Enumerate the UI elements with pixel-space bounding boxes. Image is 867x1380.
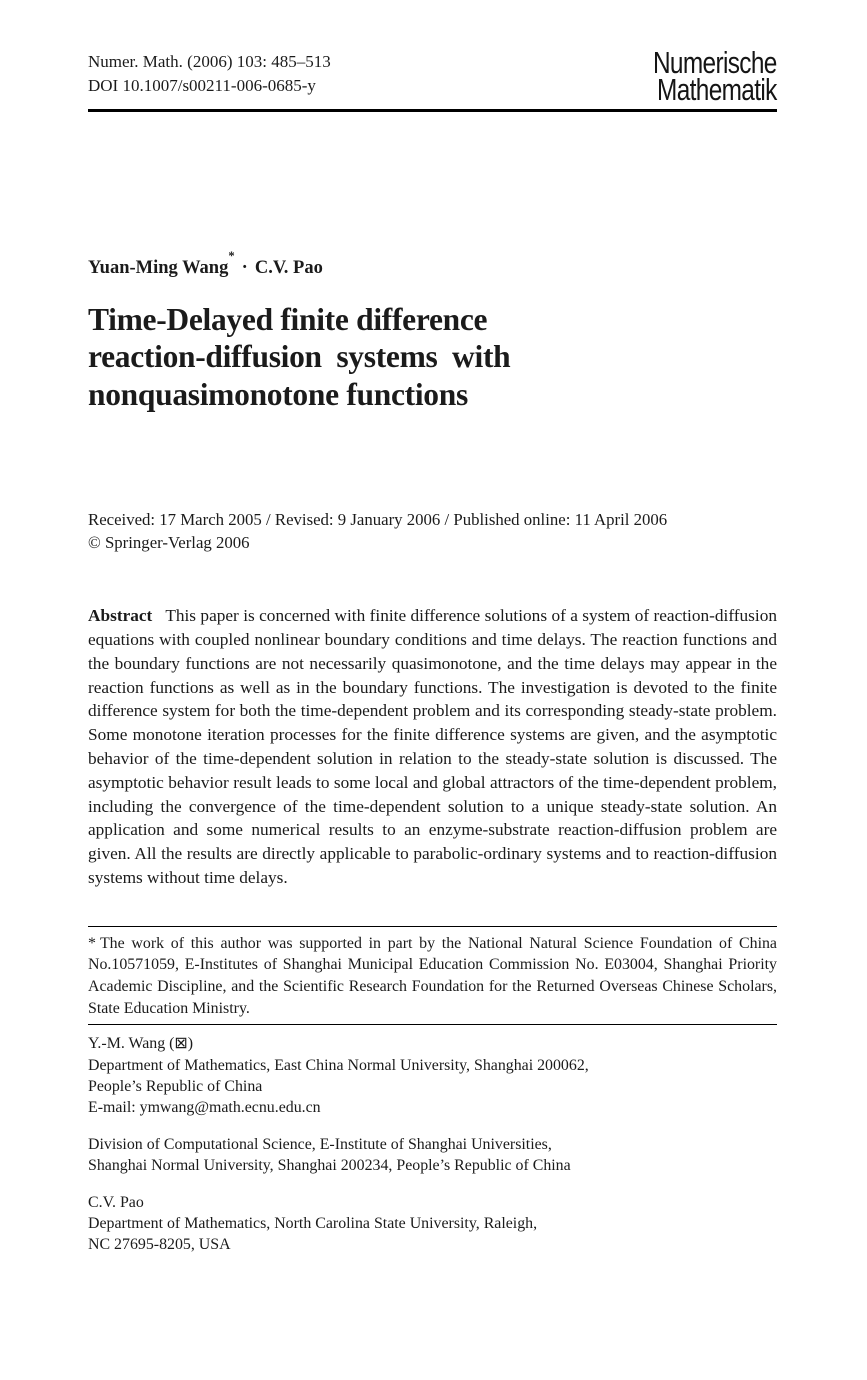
- corresponding-author-line: [88, 1033, 777, 1054]
- copyright-line: © Springer-Verlag 2006: [88, 533, 250, 553]
- envelope-icon: (⊠): [169, 1035, 194, 1053]
- author-footnote-marker: *: [228, 248, 235, 263]
- received-revised-published: Received: 17 March 2005 / Revised: 9 January 2006 / Published online: 11 April 2006: [88, 510, 668, 530]
- address-block-pao: [88, 1192, 777, 1256]
- support-footnote: [88, 933, 777, 1019]
- address-block-wang: [88, 1033, 777, 1119]
- authors-line: [88, 248, 777, 279]
- doi: DOI 10.1007/s00211-006-0685-y: [88, 75, 316, 95]
- footnote-marker: *: [88, 934, 96, 952]
- address-line: Department of Mathematics, North Carolina State University, Raleigh,: [88, 1214, 538, 1232]
- abstract-text: This paper is concerned with finite difference solutions of a system of reaction-diffusion equations with coupled nonlinear boundary conditions and time delays. The reaction functions and the boundary functions are not necessarily quasimonotone, and the time delays may appear in the reaction functions as well as in the boundary functions. The investigation is devoted to the finite difference system for both the time-dependent problem and its corresponding steady-state problem. Some monotone iteration processes for the finite difference systems are given, and the asymptotic behavior of the time-dependent solution in relation to the steady-state solution is discussed. The asymptotic behavior result leads to some local and global attractors of the time-dependent problem, including the convergence of the time-dependent solution to a unique steady-state solution. An application and some numerical results to an enzyme-substrate reaction-diffusion problem are given. All the results are directly applicable to parabolic-ordinary systems and to reaction-diffusion systems without time delays.: [88, 606, 777, 887]
- address-rule: [88, 1024, 777, 1025]
- publication-history: [88, 508, 777, 554]
- author-2: C.V. Pao: [254, 257, 323, 278]
- email-line: E-mail: ymwang@math.ecnu.edu.cn: [88, 1099, 321, 1117]
- journal-logo-line-1: Numerische: [653, 46, 777, 80]
- author-name: C.V. Pao: [88, 1193, 144, 1211]
- article-title: [88, 301, 777, 414]
- header-rule: [88, 109, 777, 112]
- abstract-label: Abstract: [88, 606, 153, 626]
- title-line-1: Time-Delayed finite difference: [88, 301, 488, 337]
- author-1: Yuan-Ming Wang: [88, 257, 229, 278]
- journal-citation: Numer. Math. (2006) 103: 485–513: [88, 52, 331, 71]
- footnote-rule: [88, 926, 777, 927]
- address-block-wang-secondary: [88, 1134, 777, 1177]
- address-line: NC 27695-8205, USA: [88, 1236, 231, 1254]
- journal-logo-line-2: Mathematik: [657, 72, 777, 107]
- footnote-text: The work of this author was supported in part by the National Natural Science Foundation of China No.10571059, E-Institutes of Shanghai Municipal Education Commission No. E03004, Shanghai Priority Academic Discipline, and the Scientific Research Foundation for the Returned Overseas Chinese Scholars, State Education Ministry.: [88, 934, 777, 1017]
- abstract: [88, 604, 777, 890]
- corresponding-author-name: Y.-M. Wang: [88, 1035, 166, 1053]
- masthead: [88, 46, 777, 107]
- address-line: Division of Computational Science, E-Institute of Shanghai Universities,: [88, 1135, 552, 1153]
- title-line-2: reaction-diffusion systems with: [88, 339, 511, 375]
- journal-logo: [653, 46, 777, 107]
- address-line: Shanghai Normal University, Shanghai 200234, People’s Republic of China: [88, 1157, 571, 1175]
- author-separator: ·: [241, 257, 248, 278]
- address-line: People’s Republic of China: [88, 1077, 263, 1095]
- address-line: Department of Mathematics, East China Normal University, Shanghai 200062,: [88, 1056, 589, 1074]
- title-line-3: nonquasimonotone functions: [88, 376, 468, 412]
- citation-block: [88, 50, 331, 97]
- author-addresses: [88, 1033, 777, 1256]
